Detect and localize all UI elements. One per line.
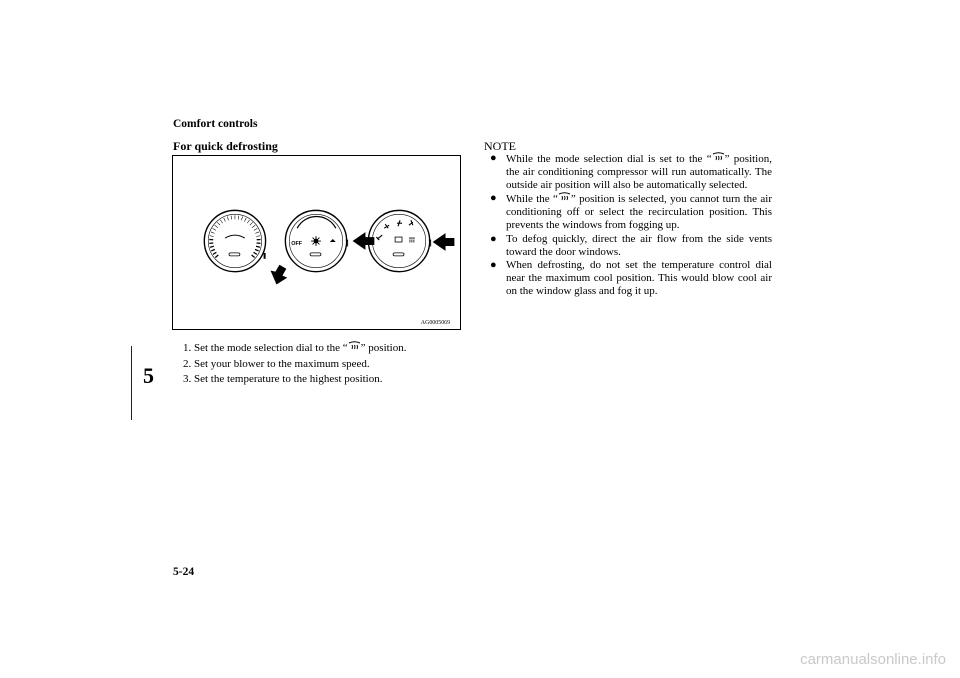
note-item: ● When defrosting, do not set the temperature control dial near the maximum cool position. This would blow cool air on the window glass and fog it up.	[490, 258, 772, 297]
note-list	[490, 152, 772, 298]
windshield-defroster-icon	[558, 192, 571, 203]
section-header: Comfort controls	[173, 118, 258, 130]
step-item: 3. Set the temperature to the highest position.	[183, 373, 383, 385]
note-item: ● To defog quickly, direct the air flow from the side vents toward the door windows.	[490, 232, 772, 258]
step-list	[183, 341, 407, 388]
windshield-defroster-icon	[712, 152, 725, 163]
chapter-tab-rule	[131, 346, 132, 420]
pointer-arrow-icon	[271, 265, 288, 285]
windshield-defroster-icon	[348, 341, 361, 352]
temperature-dial	[204, 210, 265, 271]
watermark[interactable]: carmanualsonline.info	[800, 651, 946, 668]
page-number: 5-24	[173, 566, 195, 578]
bullet-icon: ●	[490, 232, 497, 245]
blower-speed-dial	[285, 210, 346, 271]
step-item: 1. Set the mode selection dial to the “ ” position.	[183, 342, 407, 354]
note-item: ● While the “ ” position is selected, you cannot turn the air conditioning off or select the recirculation position. This prevents the windows from fogging up.	[490, 192, 772, 232]
chapter-tab-number: 5	[143, 363, 154, 388]
bullet-icon: ●	[490, 152, 497, 164]
note-item: ● While the mode selection dial is set to the “ ” position, the air conditioning compressor will run automatically. The outside air position will also be automatically selected.	[490, 152, 772, 192]
bullet-icon: ●	[490, 192, 497, 205]
pointer-arrow-icon	[433, 233, 455, 251]
bullet-icon: ●	[490, 258, 497, 271]
off-label: OFF	[291, 240, 303, 247]
figure-code: AG0005069	[420, 320, 451, 327]
note-title: NOTE	[484, 139, 516, 153]
step-item: 2. Set your blower to the maximum speed.	[183, 357, 370, 370]
mode-selection-dial	[368, 210, 429, 271]
section-heading: For quick defrosting	[173, 139, 278, 153]
climate-control-figure	[172, 155, 461, 330]
